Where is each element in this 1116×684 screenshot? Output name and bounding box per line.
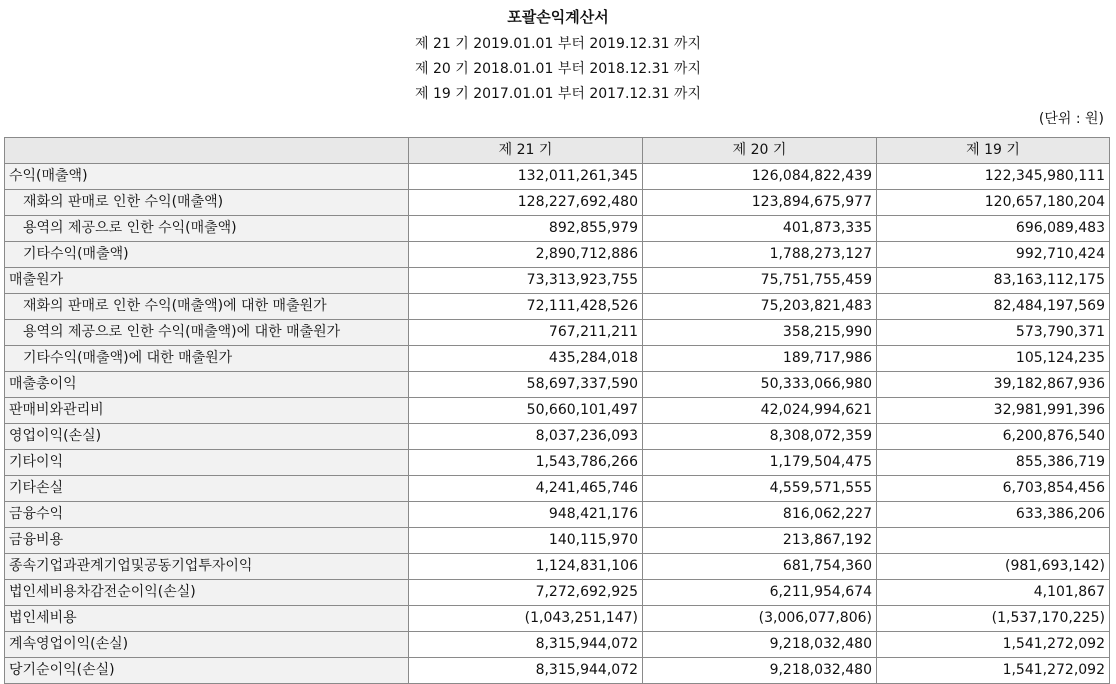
cell-value-period-19: 855,386,719 <box>877 450 1110 476</box>
period-line: 제 19 기 2017.01.01 부터 2017.12.31 까지 <box>415 86 701 102</box>
cell-value-period-19: 122,345,980,111 <box>877 164 1110 190</box>
table-body <box>5 164 1110 684</box>
cell-value-period-20: 681,754,360 <box>643 554 877 580</box>
cell-value-period-20: 816,062,227 <box>643 502 877 528</box>
cell-value-period-21: 7,272,692,925 <box>409 580 643 606</box>
table-row <box>5 164 1110 190</box>
table-row <box>5 476 1110 502</box>
cell-value-period-20: 123,894,675,977 <box>643 190 877 216</box>
table-row <box>5 424 1110 450</box>
row-label: 기타이익 <box>5 450 409 476</box>
row-label: 기타손실 <box>5 476 409 502</box>
table-row <box>5 450 1110 476</box>
table-row <box>5 268 1110 294</box>
cell-value-period-21: 50,660,101,497 <box>409 398 643 424</box>
row-label: 법인세비용 <box>5 606 409 632</box>
cell-value-period-20: 189,717,986 <box>643 346 877 372</box>
row-label: 금융수익 <box>5 502 409 528</box>
cell-value-period-19: 1,541,272,092 <box>877 658 1110 684</box>
cell-value-period-21: 1,124,831,106 <box>409 554 643 580</box>
cell-value-period-21: 8,315,944,072 <box>409 632 643 658</box>
cell-value-period-19: 633,386,206 <box>877 502 1110 528</box>
row-label: 용역의 제공으로 인한 수익(매출액)에 대한 매출원가 <box>5 320 409 346</box>
table-row <box>5 294 1110 320</box>
cell-value-period-20: 8,308,072,359 <box>643 424 877 450</box>
cell-value-period-19: 105,124,235 <box>877 346 1110 372</box>
cell-value-period-20: 1,179,504,475 <box>643 450 877 476</box>
cell-value-period-20: 50,333,066,980 <box>643 372 877 398</box>
cell-value-period-19: 39,182,867,936 <box>877 372 1110 398</box>
cell-value-period-21: 72,111,428,526 <box>409 294 643 320</box>
column-header-account <box>5 138 409 164</box>
table-row <box>5 502 1110 528</box>
row-label: 기타수익(매출액)에 대한 매출원가 <box>5 346 409 372</box>
row-label: 재화의 판매로 인한 수익(매출액)에 대한 매출원가 <box>5 294 409 320</box>
table-row <box>5 320 1110 346</box>
cell-value-period-21: 948,421,176 <box>409 502 643 528</box>
table-row <box>5 606 1110 632</box>
cell-value-period-21: 892,855,979 <box>409 216 643 242</box>
table-row <box>5 554 1110 580</box>
cell-value-period-20: 42,024,994,621 <box>643 398 877 424</box>
cell-value-period-20: 401,873,335 <box>643 216 877 242</box>
cell-value-period-20: 9,218,032,480 <box>643 632 877 658</box>
row-label: 기타수익(매출액) <box>5 242 409 268</box>
cell-value-period-21: 128,227,692,480 <box>409 190 643 216</box>
cell-value-period-19: 6,703,854,456 <box>877 476 1110 502</box>
row-label: 매출총이익 <box>5 372 409 398</box>
row-label: 판매비와관리비 <box>5 398 409 424</box>
cell-value-period-20: 358,215,990 <box>643 320 877 346</box>
cell-value-period-19: 6,200,876,540 <box>877 424 1110 450</box>
cell-value-period-21: 1,543,786,266 <box>409 450 643 476</box>
table-header-row <box>5 138 1110 164</box>
cell-value-period-19 <box>877 528 1110 554</box>
row-label: 영업이익(손실) <box>5 424 409 450</box>
table-row <box>5 346 1110 372</box>
cell-value-period-19: 1,541,272,092 <box>877 632 1110 658</box>
row-label: 금융비용 <box>5 528 409 554</box>
cell-value-period-19: 32,981,991,396 <box>877 398 1110 424</box>
cell-value-period-20: 126,084,822,439 <box>643 164 877 190</box>
table-row <box>5 528 1110 554</box>
table-row <box>5 658 1110 684</box>
cell-value-period-19: 4,101,867 <box>877 580 1110 606</box>
cell-value-period-19: 573,790,371 <box>877 320 1110 346</box>
cell-value-period-21: 8,315,944,072 <box>409 658 643 684</box>
cell-value-period-20: 75,751,755,459 <box>643 268 877 294</box>
cell-value-period-19: 992,710,424 <box>877 242 1110 268</box>
cell-value-period-19: (981,693,142) <box>877 554 1110 580</box>
table-row <box>5 190 1110 216</box>
row-label: 수익(매출액) <box>5 164 409 190</box>
column-header-period-20: 제 20 기 <box>643 138 877 164</box>
cell-value-period-19: 696,089,483 <box>877 216 1110 242</box>
row-label: 매출원가 <box>5 268 409 294</box>
table-row <box>5 580 1110 606</box>
cell-value-period-19: (1,537,170,225) <box>877 606 1110 632</box>
cell-value-period-21: 73,313,923,755 <box>409 268 643 294</box>
cell-value-period-20: (3,006,077,806) <box>643 606 877 632</box>
cell-value-period-19: 83,163,112,175 <box>877 268 1110 294</box>
cell-value-period-20: 6,211,954,674 <box>643 580 877 606</box>
cell-value-period-20: 213,867,192 <box>643 528 877 554</box>
table-row <box>5 216 1110 242</box>
row-label: 재화의 판매로 인한 수익(매출액) <box>5 190 409 216</box>
cell-value-period-21: 140,115,970 <box>409 528 643 554</box>
cell-value-period-21: 435,284,018 <box>409 346 643 372</box>
cell-value-period-21: 4,241,465,746 <box>409 476 643 502</box>
cell-value-period-21: 767,211,211 <box>409 320 643 346</box>
table-row <box>5 372 1110 398</box>
cell-value-period-20: 9,218,032,480 <box>643 658 877 684</box>
cell-value-period-19: 120,657,180,204 <box>877 190 1110 216</box>
cell-value-period-21: 2,890,712,886 <box>409 242 643 268</box>
cell-value-period-21: 58,697,337,590 <box>409 372 643 398</box>
row-label: 종속기업과관계기업및공동기업투자이익 <box>5 554 409 580</box>
statement-title: 포괄손익계산서 <box>507 8 609 26</box>
period-line: 제 20 기 2018.01.01 부터 2018.12.31 까지 <box>415 61 701 77</box>
income-statement-table <box>4 137 1110 684</box>
row-label: 법인세비용차감전순이익(손실) <box>5 580 409 606</box>
cell-value-period-20: 1,788,273,127 <box>643 242 877 268</box>
period-line: 제 21 기 2019.01.01 부터 2019.12.31 까지 <box>415 36 701 52</box>
table-row <box>5 398 1110 424</box>
row-label: 계속영업이익(손실) <box>5 632 409 658</box>
column-header-period-19: 제 19 기 <box>877 138 1110 164</box>
cell-value-period-21: (1,043,251,147) <box>409 606 643 632</box>
table-row <box>5 632 1110 658</box>
cell-value-period-19: 82,484,197,569 <box>877 294 1110 320</box>
cell-value-period-20: 75,203,821,483 <box>643 294 877 320</box>
cell-value-period-20: 4,559,571,555 <box>643 476 877 502</box>
cell-value-period-21: 8,037,236,093 <box>409 424 643 450</box>
column-header-period-21: 제 21 기 <box>409 138 643 164</box>
row-label: 용역의 제공으로 인한 수익(매출액) <box>5 216 409 242</box>
table-row <box>5 242 1110 268</box>
row-label: 당기순이익(손실) <box>5 658 409 684</box>
unit-label: (단위 : 원) <box>1038 111 1104 127</box>
cell-value-period-21: 132,011,261,345 <box>409 164 643 190</box>
